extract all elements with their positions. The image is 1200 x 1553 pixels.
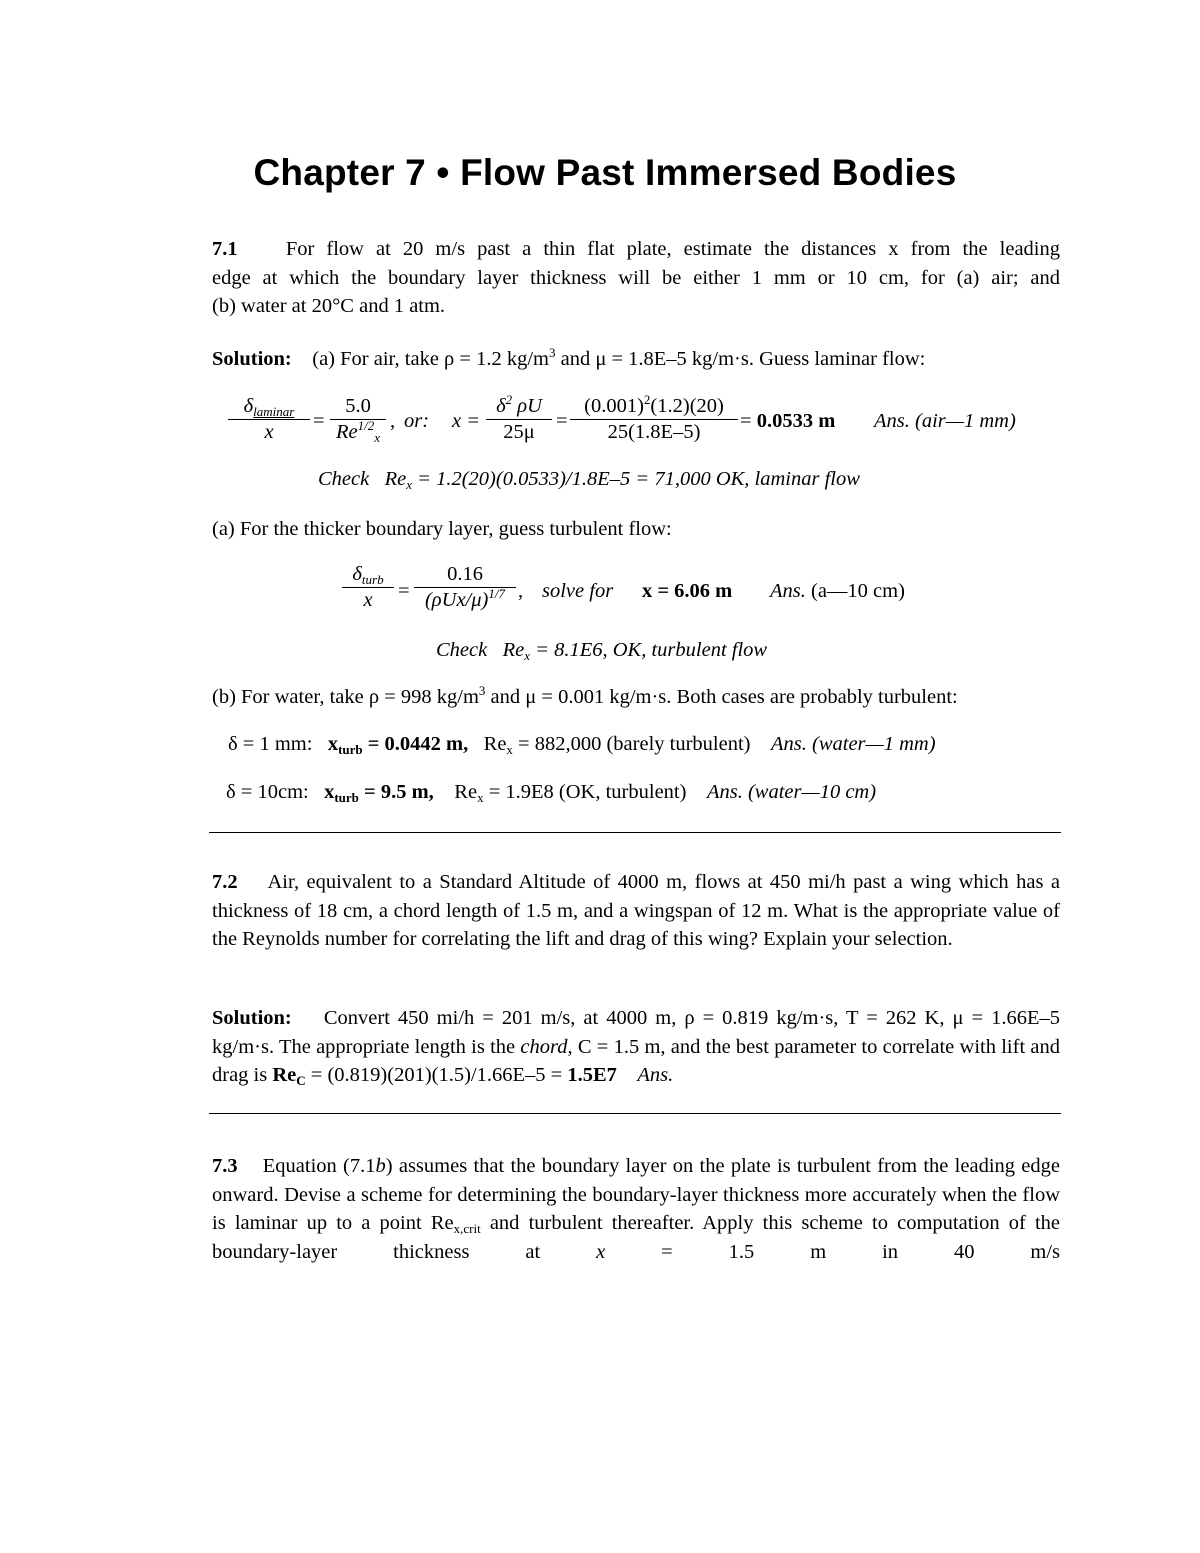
eq2-answer: Ans. (a—10 cm) xyxy=(770,580,905,602)
problem-7-1-line3: (b) water at 20°C and 1 atm. xyxy=(212,295,446,317)
thicker-layer-text: (a) For the thicker boundary layer, guess turbulent flow: xyxy=(212,518,672,540)
divider xyxy=(209,1113,1061,1114)
eq2-result: x = 6.06 m xyxy=(642,580,733,602)
divider xyxy=(209,832,1061,833)
water-text: (b) For water, take ρ = 998 $kg/m^3$ and μ = 0.001 kg/m·s. Both cases are probably turbulent: xyxy=(212,683,958,708)
eq1-result: 0.0533 m xyxy=(756,410,836,432)
eq2-check: Check $Re_x = 8.1E6$, OK, turbulent flow xyxy=(436,639,768,663)
problem-number: 7.1 xyxy=(212,238,238,260)
problem-7-3: 7.3 Equation (7.1b) assumes that the boundary layer on the plate is turbulent from the leading edge onward. Devise a scheme for determining the boundary-layer thickness more accurately when the flow is laminar up to a point $Re_{x,crit}$ and turbulent thereafter. Apply this scheme to computation of the boundary-layer thickness at x = 1.5 m in 40 m/s xyxy=(212,1155,1060,1263)
water-10cm-line: δ = 10cm: $x_{turb} = 9.5$ m, $Re_x = 1.9E8$ (OK, turbulent) Ans. (water—10 cm) xyxy=(226,781,877,805)
water-1mm-line: δ = 1 mm: $x_{turb} = 0.0442$ m, $Re_x = 882,000$ (barely turbulent) Ans. (water—1 mm) xyxy=(228,733,936,757)
document-page: Chapter 7 • Flow Past Immersed Bodies 7.1 For flow at 20 m/s past a thin flat plate, estimate the distances x from the leading edge at which the boundary layer thickness will be either 1 mm or 10 cm, for (a) air; and (b) water at 20°C and 1 atm. Solution: (a) For air, take ρ = 1.2 $kg/m^3$ and μ = 1.8E–5 kg/m·s. Guess laminar flow: $\delta_{laminar}$ x = 5.0 $Re^{1/2}_x$ , or: x = $\delta^2$ ρU 25μ = $(0.001)^2(1.2)(20)$ 25(1.8E–5) = 0.0533 m Ans. (air—1 mm) Check $Re_x = 1.2(20)(0.0533)/1.8E-5 = 71,000$ OK, laminar flow (a) For the thicker boundary layer, guess turbulent flow: $\delta_{turb}$ x = 0.16 $(\rho Ux/\mu)^{1/7}$ , solve for x = 6.06 m Ans. (a—10 cm) Check $Re_x = 8.1E6$, OK, turbulent flow (b) For water, take ρ = 998 $kg/m^3$ and μ = 0.001 kg/m·s. Both cases are probably turbulent: δ = 1 mm: $x_{turb} = 0.0442$ m, $Re_x = 882,000$ (barely turbulent) Ans. (water—1 mm) δ = 10cm: $x_{turb} = 9.5$ m, $Re_x = 1.9E8$ (OK, turbulent) Ans. (water—10 cm) 7.2 Air, equivalent to a Standard Altitude of 4000 m, flows at 450 mi/h past a wing which has a thickness of 18 cm, a chord length of 1.5 m, and a wingspan of 12 m. What is the appropriate value of the Reynolds number for correlating the lift and drag of this wing? Explain your selection. Solution: Convert 450 mi/h = 201 m/s, at 4000 m, ρ = 0.819 kg/m·s, T = 262 K, μ = 1.66E–5 kg/m·s. The appropriate length is the chord, C = 1.5 m, and the best parameter to correlate with lift and drag is $Re_C = (0.819)(201)(1.5)/1.66E-5 = 1.5E7$ Ans. 7.3 Equation (7.1b) assumes that the boundary layer on the plate is turbulent from the leading edge onward. Devise a scheme for determining the boundary-layer thickness more accurately when the flow is laminar up to a point $Re_{x,crit}$ and turbulent thereafter. Apply this scheme to computation of the boundary-layer thickness at x = 1.5 m in 40 m/s xyxy=(0,0,1200,1553)
chapter-title: Chapter 7 • Flow Past Immersed Bodies xyxy=(253,152,957,193)
eq1-second-fraction: $\delta^2$ ρU 25μ xyxy=(486,395,552,444)
eq2-lhs-fraction: $\delta_{turb}$ x xyxy=(342,563,394,612)
eq1-lhs-fraction: $\delta_{laminar}$ x xyxy=(228,395,310,444)
problem-7-1-line1: 7.1 For flow at 20 m/s past a thin flat plate, estimate the distances x from the leading xyxy=(212,238,1060,260)
problem-number: 7.3 xyxy=(212,1155,238,1177)
problem-number: 7.2 xyxy=(212,871,238,893)
solution-label: Solution: xyxy=(212,348,292,370)
problem-7-2: 7.2 Air, equivalent to a Standard Altitude of 4000 m, flows at 450 mi/h past a wing which has a thickness of 18 cm, a chord length of 1.5 m, and a wingspan of 12 m. What is the appropriate value of the Reynolds number for correlating the lift and drag of this wing? Explain your selection. xyxy=(212,871,1061,950)
eq1-third-fraction: $(0.001)^2(1.2)(20)$ 25(1.8E–5) xyxy=(570,395,738,444)
problem-7-1-line2: edge at which the boundary layer thickness will be either 1 mm or 10 cm, for (a) air; and xyxy=(212,267,1060,289)
eq2-fraction: 0.16 $(\rho Ux/\mu)^{1/7}$ xyxy=(414,563,516,612)
solution-7-2: Solution: Convert 450 mi/h = 201 m/s, at 4000 m, ρ = 0.819 kg/m·s, T = 262 K, μ = 1.66E–5 kg/m·s. The appropriate length is the chord, C = 1.5 m, and the best parameter to correlate with lift and drag is $Re_C = (0.819)(201)(1.5)/1.66E-5 = 1.5E7$ Ans. xyxy=(212,1007,1061,1088)
eq1-mid-fraction: 5.0 $Re^{1/2}_x$ xyxy=(330,395,386,444)
eq1-check: Check $Re_x = 1.2(20)(0.0533)/1.8E-5 = 71,000$ OK, laminar flow xyxy=(318,468,860,492)
solution-label: Solution: xyxy=(212,1007,292,1029)
solution-7-1-intro: Solution: (a) For air, take ρ = 1.2 $kg/m^3$ and μ = 1.8E–5 kg/m·s. Guess laminar flow: xyxy=(212,345,926,370)
eq1-answer: Ans. (air—1 mm) xyxy=(874,410,1016,432)
